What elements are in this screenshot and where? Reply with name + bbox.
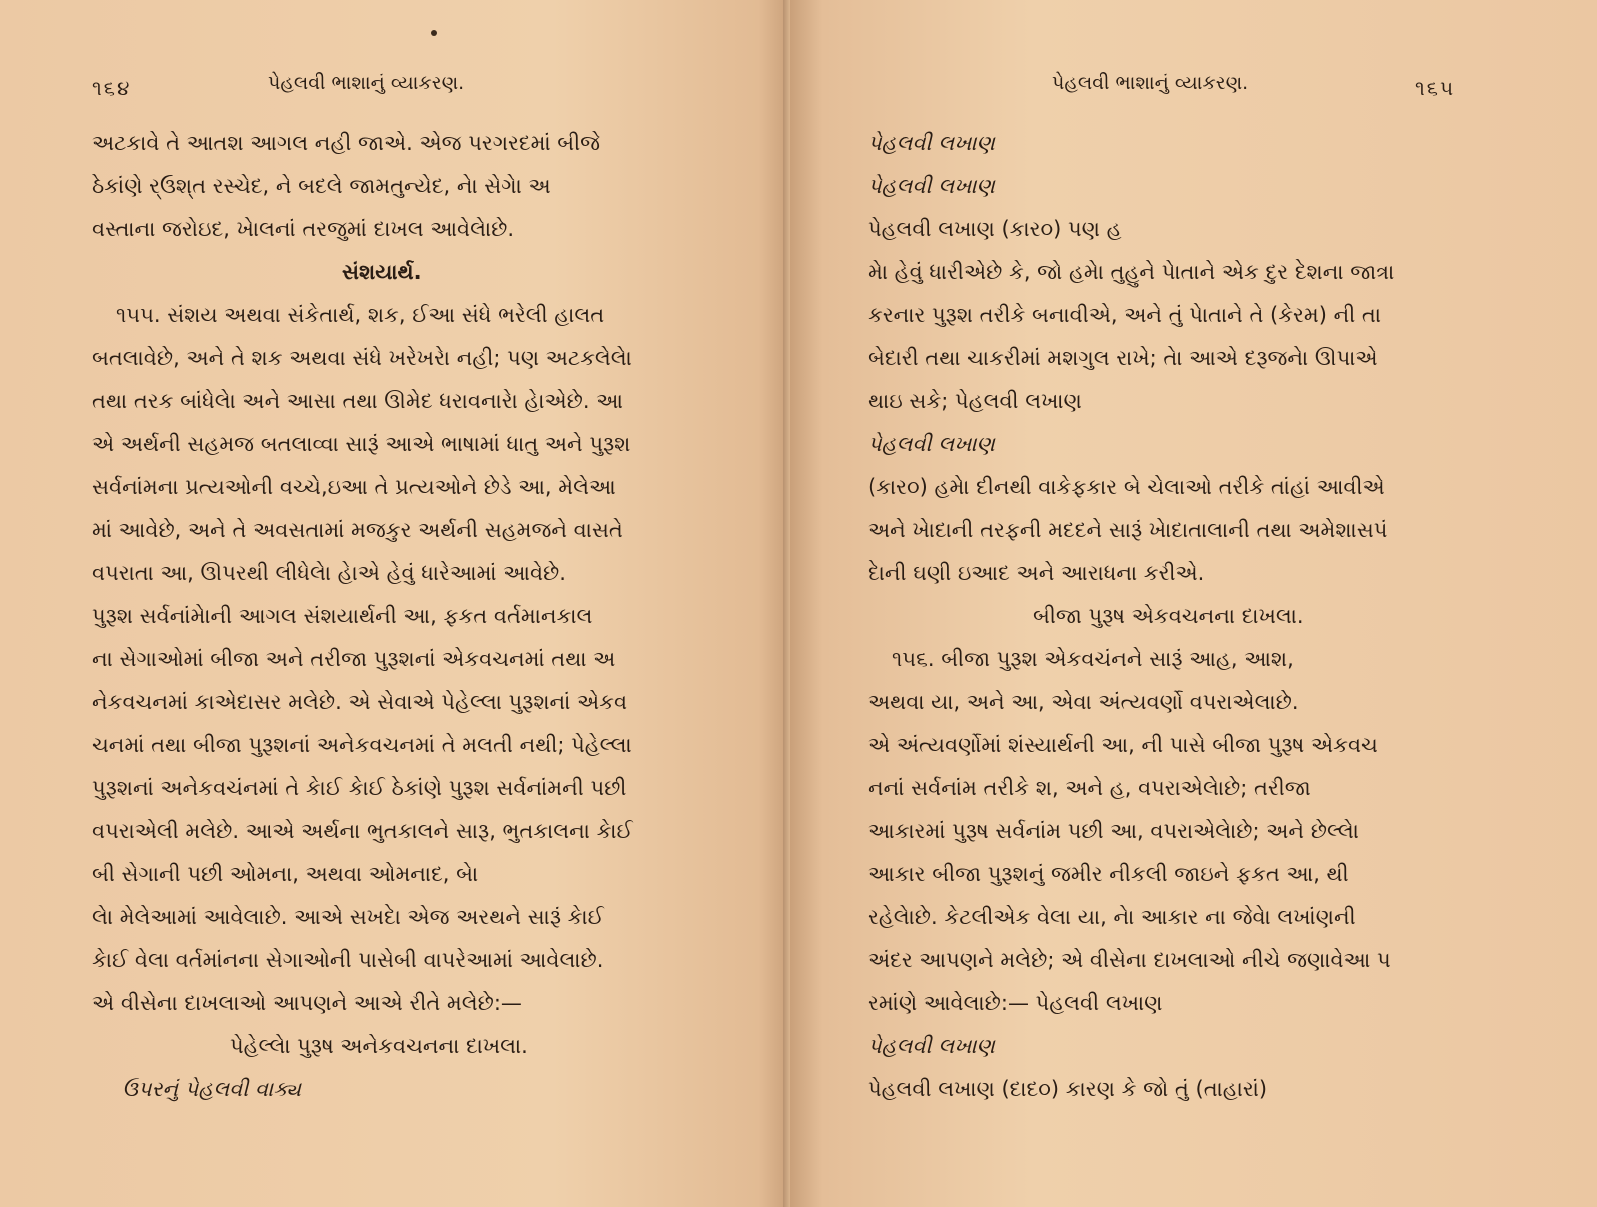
right-subheading: બીજા પુરૂષ એકવચનના દાખલા.: [1033, 604, 1304, 628]
left-line-15: ચનમાં તથા બીજા પુરૂશનાં અનેકવચનમાં તે મલતી નથી; પેહેલ્લા: [92, 733, 632, 757]
left-line-9: સર્વનાંમના પ્રત્યઓની વચ્ચે,ઇઆ તે પ્રત્યઓને છેડે આ, મેલેઆ: [92, 475, 616, 499]
left-line-12: પુરૂશ સર્વનાંમેાની આગલ સંશયાર્થની આ, ફકત વર્તમાનકાલ: [92, 604, 593, 628]
ink-speck: [431, 30, 437, 36]
right-pahlavi-line-2: પેહલવી લખાણ: [868, 174, 995, 198]
right-line-18: આકાર બીજા પુરૂશનું જમીર નીકલી જાઇને ફકત આ, થી: [868, 862, 1349, 886]
right-line-14: અથવા યા, અને આ, એવા અંત્યવર્ણો વપરાએલાછે.: [868, 690, 1299, 714]
left-running-header: પેહલવી ભાશાનું વ્યાકરણ.: [268, 72, 465, 94]
right-page: [790, 0, 1597, 1207]
right-pahlavi-line-22: પેહલવી લખાણ: [868, 1034, 995, 1058]
left-line-16: પુરૂશનાં અનેકવચંનમાં તે કેાઈ કેાઈ ઠેકાંણે પુરૂશ સર્વનાંમની પછી: [92, 776, 627, 800]
right-running-header: પેહલવી ભાશાનું વ્યાકરણ.: [1052, 72, 1249, 94]
right-line-17: આકારમાં પુરૂષ સર્વનાંમ પછી આ, વપરાએલેાછે; અને છેલ્લેા: [868, 819, 1359, 843]
right-pahlavi-line-8: પેહલવી લખાણ: [868, 432, 995, 456]
left-line-10: માં આવેછે, અને તે અવસતામાં મજકુર અર્થની સહમજને વાસતે: [92, 518, 623, 542]
right-line-16: નનાં સર્વનાંમ તરીકે શ, અને હ, વપરાએલેાછે; તરીજા: [868, 776, 1311, 800]
right-line-10: અને ખેાદાની તરફની મદદને સારૂં ખેાદાતાલાની તથા અમેશાસપં: [868, 518, 1388, 542]
right-line-7: થાઇ સકે; પેહલવી લખાણ: [868, 389, 1082, 413]
right-line-15: એ અંત્યવર્ણોમાં શંસ્યાર્થની આ, ની પાસે બીજા પુરૂષ એકવચ: [868, 733, 1378, 757]
left-line-13: ના સેગાઓમાં બીજા અને તરીજા પુરૂશનાં એકવચનમાં તથા અ: [92, 647, 616, 671]
right-line-13: ૧૫૬. બીજા પુરૂશ એકવચંનને સારૂં આહ, આશ,: [892, 647, 1294, 671]
right-line-5: કરનાર પુરૂશ તરીકે બનાવીએ, અને તું પેાતાને તે (કેરમ) ની તા: [868, 303, 1382, 327]
right-line-19: રહેલેાછે. કેટલીએક વેલા યા, નેા આકાર ના જેવેા લખાંણની: [868, 905, 1356, 929]
left-page: [0, 0, 790, 1207]
right-line-3: પેહલવી લખાણ (કાર૦) પણ હ: [868, 217, 1122, 241]
right-line-21: રમાંણે આવેલાછે:— પેહલવી લખાણ: [868, 991, 1163, 1015]
left-line-2: ઠેકાંણે ર્‌ઉશ્‌ત રસ્ચેદ, ને બદલે જામતુન્યેદ, નેા સેગેા અ: [92, 174, 551, 198]
left-line-21: એ વીસેના દાખલાઓ આપણને આએ રીતે મલેછે:—: [92, 991, 522, 1015]
right-line-11: દેાની ઘણી ઇઆદ અને આરાધના કરીએ.: [868, 561, 1205, 585]
right-line-9: (કાર૦) હમેા દીનથી વાકેફકાર બે ચેલાઓ તરીકે તાંહાં આવીએ: [868, 475, 1385, 499]
left-line-20: કેાઈ વેલા વર્તમાંનના સેગાઓની પાસેબી વાપરેઆમાં આવેલાછે.: [92, 948, 604, 972]
right-page-number: ૧૬૫: [1415, 76, 1456, 100]
left-line-1: અટકાવે તે આતશ આગલ નહી જાએ. એજ પરગરદમાં બીજે: [92, 131, 601, 155]
left-page-number: ૧૬૪: [92, 76, 132, 100]
left-line-7: તથા તરક બાંધેલેા અને આસા તથા ઊમેદ ધરાવનારેા હેાએછે. આ: [92, 389, 623, 413]
left-line-17: વપરાએલી મલેછે. આએ અર્થના ભુતકાલને સારૂ, ભુતકાલના કેાઈ: [92, 819, 633, 843]
right-line-20: અંદર આપણને મલેછે; એ વીસેના દાખલાઓ નીચે જણાવેઆ પ: [868, 948, 1391, 972]
right-line-23: પેહલવી લખાણ (દાદ૦) કારણ કે જો તું (તાહારાં): [868, 1077, 1268, 1101]
left-line-8: એ અર્થની સહમજ બતલાવ્વા સારૂં આએ ભાષામાં ધાતુ અને પુરૂશ: [92, 432, 631, 456]
right-pahlavi-line-1: પેહલવી લખાણ: [868, 131, 995, 155]
left-line-19: લેા મેલેઆમાં આવેલાછે. આએ સખદેા એજ અરથને સારૂં કેાઈ: [92, 905, 604, 929]
left-line-11: વપરાતા આ, ઊપરથી લીધેલેા હેાએ હેવું ધારેઆમાં આવેછે.: [92, 561, 566, 585]
left-line-18: બી સેગાની પછી ઓમના, અથવા ઓમનાદ, બેા: [92, 862, 479, 886]
section-heading: સંશયાર્થ.: [342, 260, 422, 284]
right-line-6: બેદારી તથા ચાકરીમાં મશગુલ રાખે; તેા આએ દરૂજનેા ઊપાએ: [868, 346, 1378, 370]
left-line-6: બતલાવેછે, અને તે શક અથવા સંધે ખરેખરેા નહી; પણ અટકલેલેા: [92, 346, 632, 370]
left-subheading: પેહેલ્લેા પુરૂષ અનેકવચનના દાખલા.: [230, 1034, 528, 1058]
left-line-14: નેકવચનમાં કાએદાસર મલેછે. એ સેવાએ પેહેલ્લા પુરૂશનાં એકવ: [92, 690, 628, 714]
right-line-4: મેા હેવું ધારીએછે કે, જો હમેા તુહુને પેાતાને એક દુર દેશના જાત્રા: [868, 260, 1395, 284]
left-line-5: ૧૫૫. સંશય અથવા સંકેતાર્થ, શક, ઈઆ સંધે ભરેલી હાલત: [116, 303, 605, 327]
left-line-3: વસ્તાના જરોઇદ, ખેાલનાં તરજુમાં દાખલ આવેલેાછે.: [92, 217, 515, 241]
left-pahlavi-line: ઉપરનું પેહલવી વાક્ય: [122, 1077, 302, 1101]
